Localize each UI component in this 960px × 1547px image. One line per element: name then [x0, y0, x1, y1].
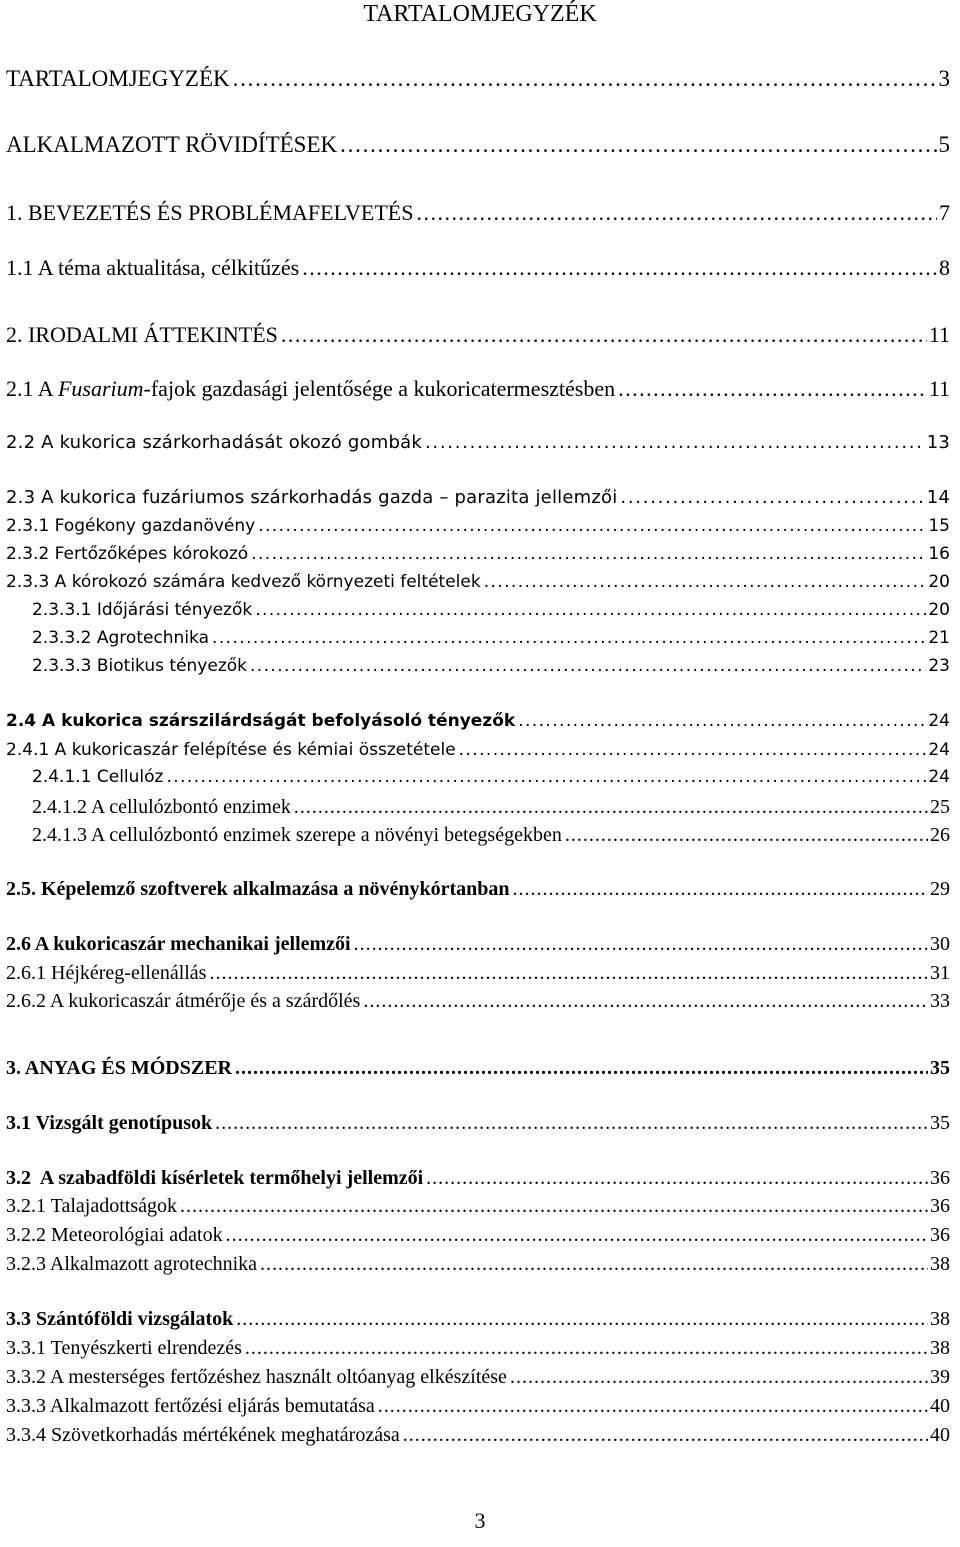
toc-entry-label: 1. BEVEZETÉS ÉS PROBLÉMAFELVETÉS — [6, 200, 414, 225]
toc-entry-label: 3.3.3 Alkalmazott fertőzési eljárás bemutatása — [6, 1395, 375, 1417]
toc-entry-page: 39 — [930, 1366, 950, 1388]
dot-leader — [235, 1055, 928, 1081]
toc-entry-page: 8 — [939, 255, 950, 280]
toc-entry-page: 7 — [939, 200, 950, 225]
toc-entry-label: 3.3.4 Szövetkorhadás mértékének meghatározása — [6, 1424, 400, 1446]
label-prefix: 2.1 A — [6, 376, 58, 401]
toc-entry[interactable] — [6, 64, 950, 94]
toc-entry-label: 2.4.1.1 Cellulóz — [32, 767, 164, 787]
toc-entry-page: 26 — [930, 824, 950, 846]
dot-leader — [294, 794, 928, 820]
dot-leader — [255, 598, 926, 622]
toc-entry-label: 3. ANYAG ÉS MÓDSZER — [6, 1057, 232, 1079]
dot-leader — [425, 430, 925, 456]
toc-entry[interactable] — [6, 130, 950, 160]
toc-entry-page: 30 — [930, 933, 950, 955]
toc-entry[interactable] — [6, 570, 950, 594]
dot-leader — [281, 321, 927, 349]
toc-entry-page: 40 — [930, 1424, 950, 1446]
dot-leader — [426, 1165, 928, 1191]
toc-entry-label: 2.3.3.3 Biotikus tényezők — [32, 656, 247, 676]
toc-entry[interactable] — [6, 876, 950, 902]
dot-leader — [236, 1306, 928, 1332]
toc-entry-page: 5 — [938, 132, 950, 157]
toc-entry[interactable] — [6, 1364, 950, 1390]
toc-entry-label: ALKALMAZOTT RÖVIDÍTÉSEK — [6, 132, 338, 157]
toc-entry[interactable] — [6, 931, 950, 957]
toc-entry-label: 2.3 A kukorica fuzáriumos szárkorhadás gazda – parazita jellemzői — [6, 487, 618, 508]
toc-entry[interactable] — [6, 1335, 950, 1361]
toc-entry[interactable] — [6, 1251, 950, 1277]
toc-entry[interactable] — [32, 626, 950, 650]
toc-entry-label: 2.3.3 A kórokozó számára kedvező környezeti feltételek — [6, 572, 481, 592]
dot-leader — [260, 1251, 928, 1277]
toc-entry-page: 3 — [938, 66, 950, 91]
toc-entry-page: 36 — [930, 1195, 950, 1217]
dot-leader — [403, 1422, 928, 1448]
toc-entry-page: 35 — [930, 1112, 950, 1134]
toc-entry-page: 11 — [928, 376, 950, 401]
toc-entry[interactable] — [6, 988, 950, 1014]
toc-entry-label: 2.6 A kukoricaszár mechanikai jellemzői — [6, 933, 351, 955]
toc-entry[interactable] — [6, 430, 950, 456]
dot-leader — [212, 626, 926, 650]
dot-leader — [209, 960, 928, 986]
toc-entry-page: 23 — [928, 656, 950, 676]
toc-entry-page: 25 — [930, 796, 950, 818]
toc-entry[interactable] — [6, 375, 950, 403]
toc-entry-label: 2.4.1.3 A cellulózbontó enzimek szerepe a növényi betegségekben — [32, 824, 562, 846]
toc-entry-page: 36 — [930, 1224, 950, 1246]
dot-leader — [215, 1110, 928, 1136]
toc-entry-label: 3.2.2 Meteorológiai adatok — [6, 1224, 223, 1246]
label-suffix: -fajok gazdasági jelentősége a kukoricatermesztésben — [143, 376, 616, 401]
toc-entry-label: 2.4.1.2 A cellulózbontó enzimek — [32, 796, 291, 818]
toc-entry[interactable] — [6, 485, 950, 511]
toc-entry[interactable] — [6, 254, 950, 282]
toc-entry[interactable] — [6, 542, 950, 566]
dot-leader — [565, 822, 928, 848]
dot-leader — [302, 254, 937, 282]
toc-entry[interactable] — [6, 738, 950, 762]
dot-leader — [166, 765, 926, 789]
toc-entry-label: 2.3.3.1 Időjárási tényezők — [32, 600, 253, 620]
toc-entry-page: 38 — [930, 1337, 950, 1359]
dot-leader — [354, 931, 928, 957]
dot-leader — [233, 64, 937, 94]
toc-entry-label: 3.3.2 A mesterséges fertőzéshez használt oltóanyag elkészítése — [6, 1366, 507, 1388]
toc-entry-label: 3.2.1 Talajadottságok — [6, 1195, 177, 1217]
toc-entry[interactable] — [6, 514, 950, 538]
dot-leader — [378, 1393, 928, 1419]
toc-entry[interactable] — [6, 1055, 950, 1081]
toc-entry-page: 11 — [928, 322, 950, 347]
toc-entry[interactable] — [32, 598, 950, 622]
toc-entry-page: 38 — [930, 1253, 950, 1275]
page-number: 3 — [474, 1508, 486, 1533]
toc-entry[interactable] — [6, 1306, 950, 1332]
toc-entry-label: 3.3.1 Tenyészkerti elrendezés — [6, 1337, 242, 1359]
toc-entry-page: 29 — [930, 878, 950, 900]
toc-entry-page: 33 — [930, 990, 950, 1012]
toc-entry-label: 1.1 A téma aktualitása, célkitűzés — [6, 255, 300, 280]
toc-entry-label: 3.2.3 Alkalmazott agrotechnika — [6, 1253, 258, 1275]
toc-entry[interactable] — [6, 1393, 950, 1419]
toc-entry[interactable] — [6, 709, 950, 733]
dot-leader — [459, 738, 927, 762]
toc-entry[interactable] — [6, 1422, 950, 1448]
toc-entry-page: 21 — [928, 628, 950, 648]
toc-entry-page: 38 — [930, 1308, 950, 1330]
dot-leader — [510, 1364, 928, 1390]
toc-entry-label: 2.5. Képelemző szoftverek alkalmazása a növénykórtanban — [6, 878, 510, 900]
toc-entry[interactable] — [32, 765, 950, 789]
toc-entry-label: 3.2 A szabadföldi kísérletek termőhelyi jellemzői — [6, 1167, 424, 1189]
toc-entry-label: 2.4 A kukorica szárszilárdságát befolyásoló tényezők — [6, 711, 516, 731]
toc-entry-label: 2.3.2 Fertőzőképes kórokozó — [6, 544, 249, 564]
toc-entry-page: 24 — [928, 740, 950, 760]
toc-entry-label: 2.3.3.2 Agrotechnika — [32, 628, 210, 648]
toc-entry-label: 3.3 Szántóföldi vizsgálatok — [6, 1308, 234, 1330]
toc-entry-page: 31 — [930, 962, 950, 984]
dot-leader — [340, 130, 936, 160]
toc-entry[interactable] — [6, 960, 950, 986]
toc-entry-label: TARTALOMJEGYZÉK — [6, 66, 230, 91]
dot-leader — [518, 709, 926, 733]
toc-entry-page: 24 — [928, 767, 950, 787]
page-title: TARTALOMJEGYZÉK — [363, 1, 597, 27]
toc-entry-page: 40 — [930, 1395, 950, 1417]
dot-leader — [251, 542, 926, 566]
dot-leader — [226, 1222, 928, 1248]
label-italic: Fusarium — [57, 376, 144, 401]
toc-entry-page: 16 — [928, 544, 950, 564]
toc-entry-label: 2.4.1 A kukoricaszár felépítése és kémiai összetétele — [6, 740, 456, 760]
toc-entry[interactable] — [6, 321, 950, 349]
toc-entry-label: 3.1 Vizsgált genotípusok — [6, 1112, 213, 1134]
toc-entry[interactable] — [32, 794, 950, 820]
toc-entry[interactable] — [32, 822, 950, 848]
toc-entry-label: 2. IRODALMI ÁTTEKINTÉS — [6, 322, 278, 347]
toc-entry[interactable] — [6, 1165, 950, 1191]
dot-leader — [363, 988, 928, 1014]
dot-leader — [416, 199, 937, 227]
dot-leader — [620, 485, 924, 511]
toc-entry-label: 2.3.1 Fogékony gazdanövény — [6, 516, 256, 536]
toc-entry-page: 15 — [928, 516, 950, 536]
toc-entry-page: 20 — [928, 600, 950, 620]
toc-entry-page: 35 — [930, 1057, 950, 1079]
toc-entry-label: 2.2 A kukorica szárkorhadását okozó gombák — [6, 432, 422, 453]
toc-entry-page: 13 — [926, 432, 950, 453]
toc-entry[interactable] — [6, 1193, 950, 1219]
toc-entry-page: 20 — [928, 572, 950, 592]
dot-leader — [250, 654, 926, 678]
dot-leader — [258, 514, 926, 538]
toc-entry-page: 36 — [930, 1167, 950, 1189]
dot-leader — [180, 1193, 928, 1219]
toc-entry-page: 14 — [926, 487, 950, 508]
toc-entry-page: 24 — [928, 711, 950, 731]
toc-entry-label — [6, 375, 615, 403]
toc-entry[interactable] — [6, 1222, 950, 1248]
dot-leader — [245, 1335, 928, 1361]
toc-entry[interactable] — [6, 199, 950, 227]
dot-leader — [484, 570, 927, 594]
toc-entry[interactable] — [6, 1110, 950, 1136]
toc-entry-label: 2.6.1 Héjkéreg-ellenállás — [6, 962, 207, 984]
toc-entry[interactable] — [32, 654, 950, 678]
dot-leader — [513, 876, 929, 902]
toc-entry-label: 2.6.2 A kukoricaszár átmérője és a szárdőlés — [6, 990, 361, 1012]
dot-leader — [618, 375, 927, 403]
